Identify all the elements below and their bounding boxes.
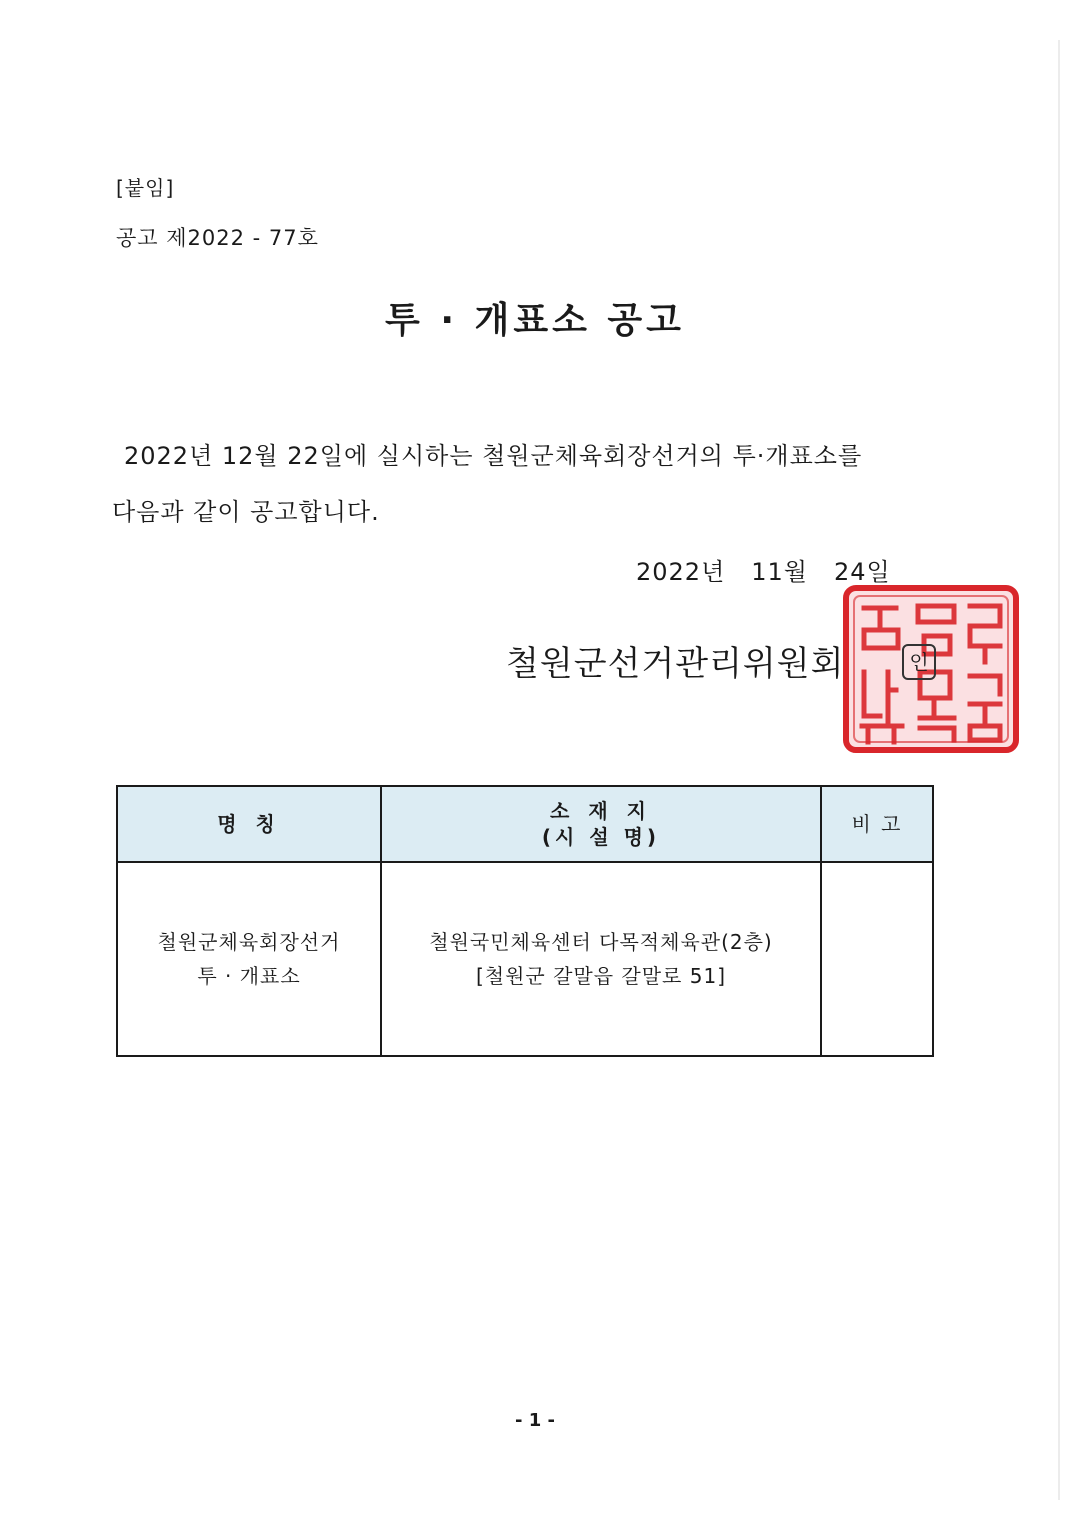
cell-name-line2: 투 · 개표소 [197,964,301,988]
page-title: 투 · 개표소 공고 [385,300,685,341]
organization-name: 철원군선거관리위원회 [506,644,845,684]
page-number: - 1 - [515,1410,555,1431]
scan-edge-line [1058,40,1060,1500]
table-header-row [117,786,933,862]
date-day: 24일 [834,558,891,586]
cell-location [381,862,821,1056]
cell-name [117,862,381,1056]
notice-body [112,428,952,540]
polling-station-table [116,785,934,1057]
table-row [117,862,933,1056]
header-location [381,786,821,862]
header-name: 명 칭 [117,786,381,862]
notice-number: 공고 제2022 - 77호 [116,226,319,250]
cell-name-line1: 철원군체육회장선거 [157,930,341,954]
date-month: 11월 [751,558,808,586]
cell-location-line2: [철원군 갈말읍 갈말로 51] [475,964,726,988]
date-year: 2022년 [636,558,726,586]
body-line-1: 2022년 12월 22일에 실시하는 철원군체육회장선거의 투·개표소를 [124,442,863,470]
header-location-line1: 소 재 지 [550,799,652,823]
seal-mark-box: 인 [902,644,936,680]
header-location-line2: (시 설 명) [541,825,661,849]
cell-location-line1: 철원국민체육센터 다목적체육관(2층) [429,930,773,954]
body-line-2: 다음과 같이 공고합니다. [112,498,380,526]
cell-remarks [821,862,933,1056]
attachment-label: [붙임] [116,176,175,200]
header-remarks: 비 고 [821,786,933,862]
